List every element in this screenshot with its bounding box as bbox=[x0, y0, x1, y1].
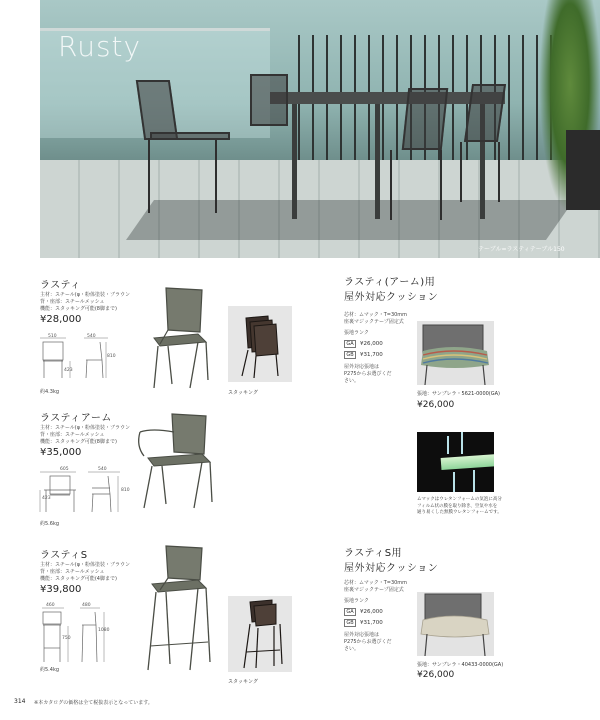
spec-line: 座裏マジックテープ固定式 bbox=[344, 587, 404, 593]
foam-caption bbox=[417, 497, 502, 517]
water-drop bbox=[461, 432, 463, 454]
fabric-note bbox=[344, 632, 392, 653]
rank-row bbox=[344, 608, 383, 616]
dimension-height: 1080 bbox=[98, 628, 110, 633]
rank-price: ¥26,000 bbox=[360, 609, 383, 615]
note-line: P275からお選びくだ bbox=[344, 639, 392, 645]
spec-line: 機能：スタッキング可能(8脚まで) bbox=[40, 439, 117, 445]
dimension-seat-height: 750 bbox=[62, 636, 71, 641]
cushion-title-line: ラスティ(アーム)用 bbox=[344, 277, 436, 288]
table-leg bbox=[375, 104, 380, 219]
chair-leg bbox=[440, 150, 442, 220]
foam-slab bbox=[441, 454, 494, 470]
spec-line: 機能：スタッキング可能(8脚まで) bbox=[40, 306, 117, 312]
rank-price: ¥31,700 bbox=[360, 352, 383, 358]
spec-line: 背・座部：スチールメッシュ bbox=[40, 432, 105, 438]
cushion-photo bbox=[417, 592, 494, 656]
note-line: さい。 bbox=[344, 646, 360, 652]
fabric-caption: 張地：サンブレラ・5621-0000(GA) bbox=[417, 391, 501, 397]
spec-line: 機能：スタッキング可能(4脚まで) bbox=[40, 576, 117, 582]
hero-chair bbox=[464, 84, 506, 142]
dimension-depth: 540 bbox=[87, 334, 96, 339]
fabric-note bbox=[344, 364, 392, 385]
chair-leg bbox=[498, 142, 500, 202]
water-drop bbox=[453, 472, 455, 492]
rank-label: 張地ランク bbox=[344, 330, 369, 336]
cushion-spec bbox=[344, 312, 407, 326]
cushion-price: ¥26,000 bbox=[417, 400, 455, 410]
product-weight: 約5.6kg bbox=[40, 521, 60, 527]
product-name: ラスティアーム bbox=[40, 413, 112, 424]
dimension-depth: 480 bbox=[82, 603, 91, 608]
stacking-caption: スタッキング bbox=[228, 390, 258, 396]
cushion-title bbox=[344, 546, 438, 576]
cushion-title-line: ラスティS用 bbox=[344, 548, 403, 559]
rank-row bbox=[344, 340, 383, 348]
floor-shadow bbox=[126, 200, 574, 240]
spec-line: 背・座部：スチールメッシュ bbox=[40, 569, 105, 575]
rank-price: ¥26,000 bbox=[360, 341, 383, 347]
rank-row bbox=[344, 619, 383, 627]
cushion-photo bbox=[417, 321, 494, 385]
note-line: 屋外対応張地は bbox=[344, 632, 380, 638]
plant-pot bbox=[566, 130, 600, 210]
product-weight: 約5.4kg bbox=[40, 667, 60, 673]
cushion-spec bbox=[344, 580, 407, 594]
product-spec bbox=[40, 562, 130, 583]
stacking-photo bbox=[228, 306, 292, 382]
dimension-seat-height: 423 bbox=[42, 496, 51, 501]
dimension-drawing bbox=[40, 334, 108, 382]
stacking-photo bbox=[228, 596, 292, 672]
rank-price: ¥31,700 bbox=[360, 620, 383, 626]
caption-line: ムマックはウレタンフォームの気泡に高分 bbox=[417, 497, 502, 502]
hero-caption: テーブル=ラスティテーブル150 bbox=[478, 246, 565, 253]
dimension-height: 810 bbox=[121, 488, 130, 493]
caption-line: フィルム状の膜を取り除き、空気や水を bbox=[417, 503, 498, 509]
price-note: ※本カタログの価格は全て税抜表示となっています。 bbox=[34, 700, 153, 706]
spec-line: 芯材：ムマック・T=30mm bbox=[344, 580, 408, 586]
foam-photo bbox=[417, 432, 494, 492]
chair-leg bbox=[148, 138, 150, 213]
hero-title: Rusty bbox=[58, 30, 142, 63]
hero-chair bbox=[250, 74, 288, 126]
product-name: ラスティS bbox=[40, 550, 88, 561]
product-spec bbox=[40, 425, 130, 446]
dimension-drawing bbox=[38, 468, 124, 516]
dimension-width: 460 bbox=[46, 603, 55, 608]
rank-tag: GB bbox=[344, 619, 356, 627]
water-drop bbox=[473, 470, 475, 492]
product-name: ラスティ bbox=[40, 280, 81, 291]
note-line: 屋外対応張地は bbox=[344, 364, 380, 370]
spec-line: 主材：スチール(φ・粉体塗装・ブラウン bbox=[40, 425, 131, 431]
dimension-seat-height: 423 bbox=[64, 368, 73, 373]
rank-row bbox=[344, 351, 383, 359]
stool-photo bbox=[132, 542, 216, 674]
product-price: ¥35,000 bbox=[40, 447, 82, 458]
water-drop bbox=[447, 436, 449, 454]
chair-leg bbox=[215, 138, 217, 213]
chair-leg bbox=[390, 150, 392, 220]
note-line: さい。 bbox=[344, 378, 360, 384]
dimension-height: 810 bbox=[107, 354, 116, 359]
hero-chair bbox=[402, 88, 449, 150]
arm-chair-photo bbox=[132, 410, 222, 512]
rank-tag: GA bbox=[344, 340, 356, 348]
note-line: P275からお選びくだ bbox=[344, 371, 392, 377]
hero-chair-seat bbox=[150, 132, 230, 140]
fabric-caption: 張地：サンブレラ・40433-0000(GA) bbox=[417, 662, 504, 668]
spec-line: 芯材：ムマック・T=30mm bbox=[344, 312, 408, 318]
dimension-depth: 540 bbox=[98, 467, 107, 472]
product-spec bbox=[40, 292, 130, 313]
rank-tag: GB bbox=[344, 351, 356, 359]
stacking-caption: スタッキング bbox=[228, 679, 258, 685]
product-weight: 約4.3kg bbox=[40, 389, 60, 395]
spec-line: 座裏マジックテープ固定式 bbox=[344, 319, 404, 325]
chair-leg bbox=[460, 142, 462, 202]
spec-line: 主材：スチール(φ・粉体塗装・ブラウン bbox=[40, 562, 131, 568]
spec-line: 主材：スチール(φ・粉体塗装・ブラウン bbox=[40, 292, 131, 298]
chair-photo bbox=[132, 284, 216, 392]
rank-label: 張地ランク bbox=[344, 598, 369, 604]
product-price: ¥39,800 bbox=[40, 584, 82, 595]
page-number: 314 bbox=[14, 698, 26, 705]
dimension-drawing bbox=[40, 604, 108, 666]
spec-line: 背・座部：スチールメッシュ bbox=[40, 299, 105, 305]
cushion-title bbox=[344, 275, 438, 305]
table-leg bbox=[292, 104, 297, 219]
cushion-title-line: 屋外対応クッション bbox=[344, 563, 439, 574]
cushion-price: ¥26,000 bbox=[417, 670, 455, 680]
caption-line: 通り易くした無膜ウレタンフォームです。 bbox=[417, 510, 502, 515]
cushion-title-line: 屋外対応クッション bbox=[344, 292, 439, 303]
dimension-width: 510 bbox=[48, 334, 57, 339]
dimension-width: 605 bbox=[60, 467, 69, 472]
rank-tag: GA bbox=[344, 608, 356, 616]
product-price: ¥28,000 bbox=[40, 314, 82, 325]
